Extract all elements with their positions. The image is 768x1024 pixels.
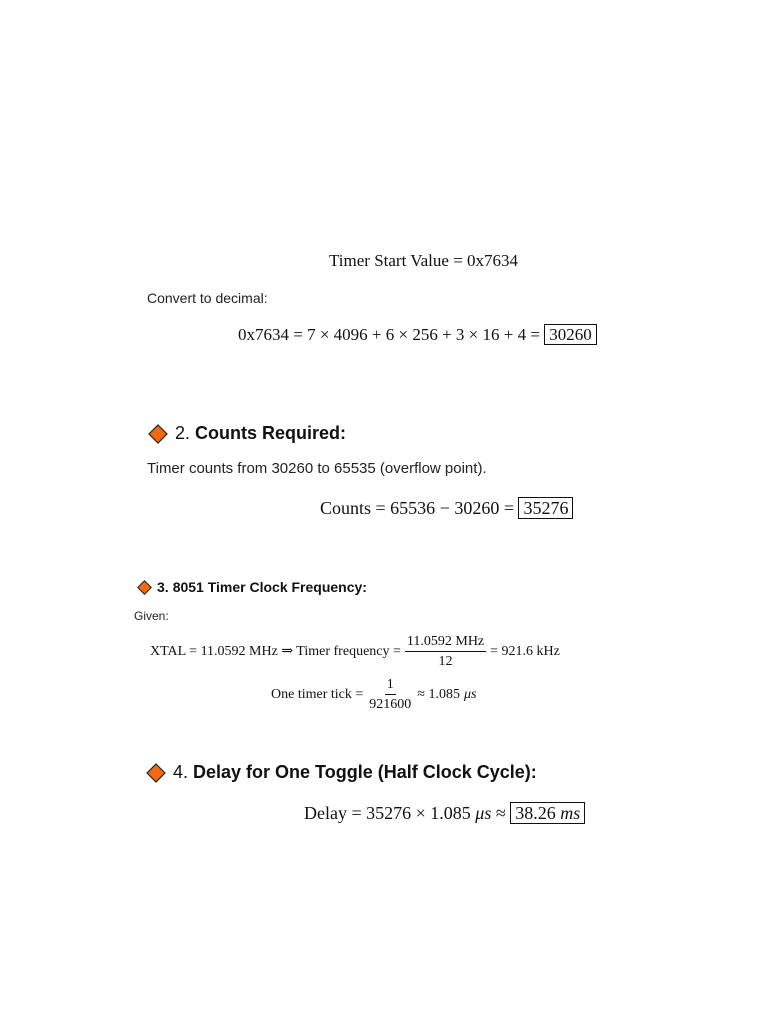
tick-fraction <box>367 677 413 713</box>
timer-start-lhs: Timer Start Value <box>329 251 449 270</box>
convert-result-box: 30260 <box>544 324 597 345</box>
xtal-numerator: 11.0592 MHz <box>405 634 486 652</box>
section-2-heading <box>148 423 346 444</box>
delay-result-box <box>510 802 585 824</box>
counts-result-box: 35276 <box>518 497 573 519</box>
xtal-lhs: XTAL = 11.0592 MHz ⇒ Timer frequency = <box>150 644 401 660</box>
section-4-number: 4. <box>173 762 189 782</box>
delay-unit: μs <box>475 803 492 823</box>
section-3-title: 8051 Timer Clock Frequency: <box>172 579 367 595</box>
equals-sign: = <box>453 251 468 270</box>
delay-result-value: 38.26 <box>515 803 556 823</box>
convert-label: Convert to decimal: <box>147 290 268 306</box>
tick-rhs-value: ≈ 1.085 <box>417 686 460 702</box>
section-2-title: Counts Required: <box>195 423 347 443</box>
timer-start-rhs: 0x7634 <box>467 251 519 270</box>
delay-equation <box>304 803 585 824</box>
orange-diamond-icon <box>146 763 166 783</box>
section-4-heading <box>146 762 537 783</box>
xtal-equation <box>150 634 560 670</box>
orange-diamond-icon <box>137 580 152 595</box>
timer-start-equation <box>329 251 518 271</box>
delay-approx: ≈ <box>495 803 506 823</box>
counts-equation <box>320 498 573 519</box>
tick-numerator: 1 <box>385 677 396 695</box>
tick-rhs-unit: μs <box>463 686 477 702</box>
xtal-rhs: = 921.6 kHz <box>490 643 560 659</box>
given-label: Given: <box>134 609 169 623</box>
section-2-number: 2. <box>175 423 191 443</box>
section-3-heading <box>137 579 367 595</box>
delay-result-unit: ms <box>560 803 581 823</box>
xtal-denominator: 12 <box>438 654 453 670</box>
convert-equation <box>238 325 597 345</box>
section-3-number: 3. <box>157 579 169 595</box>
orange-diamond-icon <box>148 424 168 444</box>
counts-expression: Counts = 65536 − 30260 = <box>320 498 514 518</box>
tick-equation <box>271 677 476 713</box>
xtal-fraction <box>405 634 486 670</box>
section-4-title: Delay for One Toggle (Half Clock Cycle): <box>193 762 537 782</box>
tick-denominator: 921600 <box>369 697 412 713</box>
tick-lhs: One timer tick = <box>271 686 364 702</box>
convert-expression: 0x7634 = 7 × 4096 + 6 × 256 + 3 × 16 + 4 = <box>238 325 540 344</box>
counts-description: Timer counts from 30260 to 65535 (overflow point). <box>147 460 487 477</box>
delay-expression: Delay = 35276 × 1.085 <box>304 803 471 823</box>
